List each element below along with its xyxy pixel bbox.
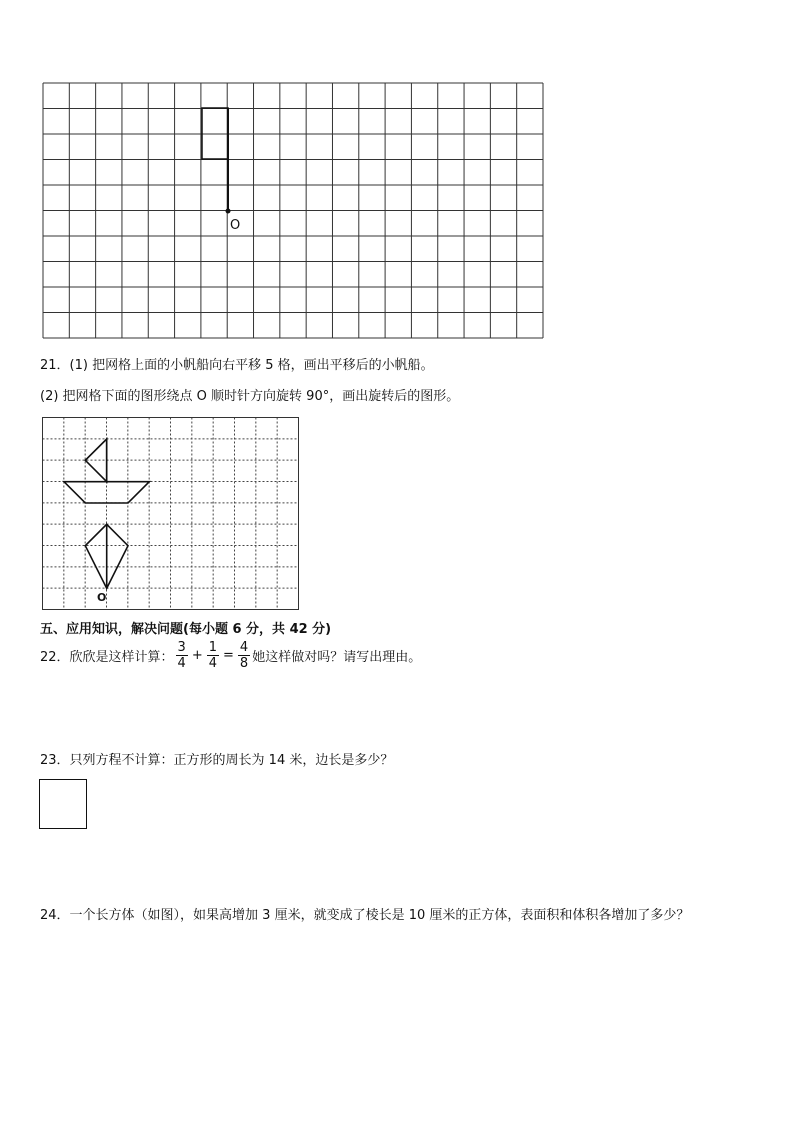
q21-line1: 21．(1) 把网格上面的小帆船向右平移 5 格，画出平移后的小帆船。 — [40, 358, 434, 373]
grid-1 — [40, 80, 550, 344]
fraction-numerator: 3 — [177, 640, 186, 655]
q21-line2: (2) 把网格下面的图形绕点 O 顺时针方向旋转 90°，画出旋转后的图形。 — [40, 389, 460, 404]
equals-sign: = — [223, 648, 234, 663]
square-figure — [39, 779, 87, 829]
q22 — [40, 640, 421, 671]
point-o-dot — [226, 209, 231, 214]
plus-sign: + — [191, 648, 203, 663]
q23-text: 23．只列方程不计算：正方形的周长为 14 米，边长是多少？ — [40, 753, 394, 768]
fraction-1-4 — [207, 640, 219, 671]
grid-2-lines — [43, 418, 299, 610]
section-5-title: 五、应用知识，解决问题(每小题 6 分，共 42 分) — [40, 622, 332, 637]
point-o-label: O — [230, 218, 241, 233]
fraction-denominator: 4 — [208, 656, 218, 671]
sailboat-hull — [64, 482, 149, 503]
q24-text: 24．一个长方体（如图），如果高增加 3 厘米，就变成了棱长是 10 厘米的正方体，表面积和体积各增加了多少？ — [40, 908, 690, 923]
fraction-numerator: 1 — [208, 640, 218, 655]
fraction-denominator: 4 — [177, 656, 186, 671]
fraction-denominator: 8 — [239, 656, 249, 671]
q22-prefix: 22．欣欣是这样计算： — [40, 650, 174, 665]
grid-2 — [40, 415, 302, 613]
grid-1-lines — [43, 83, 543, 338]
fraction-4-8 — [238, 640, 250, 671]
fraction-3-4 — [176, 640, 188, 671]
point-o-label-2: O — [97, 591, 107, 604]
fraction-numerator: 4 — [239, 640, 249, 655]
q22-suffix: 她这样做对吗？请写出理由。 — [252, 650, 422, 665]
